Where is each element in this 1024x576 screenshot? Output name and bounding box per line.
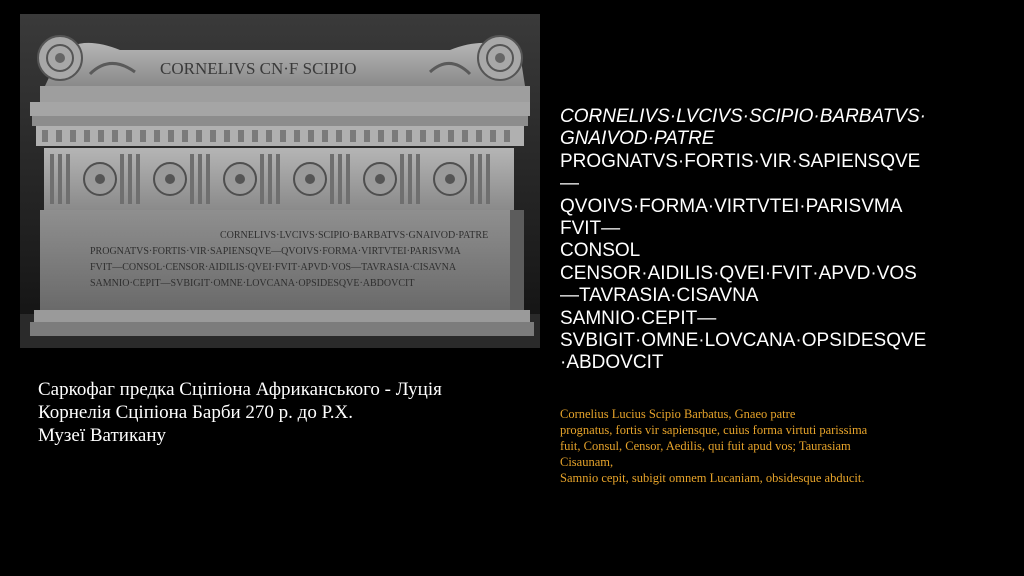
body-inscription-line-1: CORNELIVS·LVCIVS·SCIPIO·BARBATVS·GNAIVOD·PATRE	[220, 230, 489, 241]
caption-line: Саркофаг предка Сціпіона Африканського - Луція	[38, 379, 442, 400]
inscription-line: —	[560, 173, 579, 195]
sarcophagus-photo	[20, 14, 540, 348]
body-inscription-line-3: FVIT—CONSOL·CENSOR·AIDILIS·QVEI·FVIT·APVD·VOS—TAVRASIA·CISAVNA	[90, 262, 457, 273]
inscription-line: CONSOL	[560, 240, 641, 262]
translation-line: fuit, Consul, Censor, Aedilis, qui fuit apud vos; Taurasiam	[560, 439, 851, 453]
body-inscription-line-2: PROGNATVS·FORTIS·VIR·SAPIENSQVE—QVOIVS·FORMA·VIRTVTEI·PARISVMA	[90, 246, 461, 257]
inscription-line: —TAVRASIA·CISAVNA	[560, 285, 759, 307]
inscription-line: PROGNATVS·FORTIS·VIR·SAPIENSQVE	[560, 150, 921, 172]
lid-inscription: CORNELIVS CN·F SCIPIO	[160, 59, 357, 78]
inscription-line: GNAIVOD·PATRE	[560, 128, 715, 150]
inscription-line: FVIT—	[560, 218, 621, 240]
translation-line: Cornelius Lucius Scipio Barbatus, Gnaeo patre	[560, 407, 796, 421]
caption-line: Корнелія Сціпіона Барби 270 р. до Р.Х.	[38, 402, 354, 423]
inscription-line: QVOIVS·FORMA·VIRTVTEI·PARISVMA	[560, 195, 903, 217]
inscription-line: SAMNIO·CEPIT—	[560, 307, 717, 329]
translation-line: Samnio cepit, subigit omnem Lucaniam, obsidesque abducit.	[560, 471, 865, 485]
caption-line: Музеї Ватикану	[38, 425, 167, 446]
translation-line: prognatus, fortis vir sapiensque, cuius forma virtuti parissima	[560, 423, 868, 437]
sarcophagus-illustration	[20, 14, 540, 348]
inscription-transcription	[560, 106, 1000, 375]
inscription-line: ·ABDOVCIT	[560, 352, 664, 374]
translation-line: Cisaunam,	[560, 455, 614, 469]
inscription-line: SVBIGIT·OMNE·LOVCANA·OPSIDESQVE	[560, 330, 927, 352]
inscription-line: CORNELIVS·LVCIVS·SCIPIO·BARBATVS·	[560, 106, 927, 127]
body-inscription-line-4: SAMNIO·CEPIT—SVBIGIT·OMNE·LOVCANA·OPSIDESQVE·ABDOVCIT	[90, 278, 415, 289]
photo-caption	[38, 378, 538, 447]
classical-latin-text	[560, 406, 980, 486]
inscription-line: CENSOR·AIDILIS·QVEI·FVIT·APVD·VOS	[560, 262, 917, 284]
